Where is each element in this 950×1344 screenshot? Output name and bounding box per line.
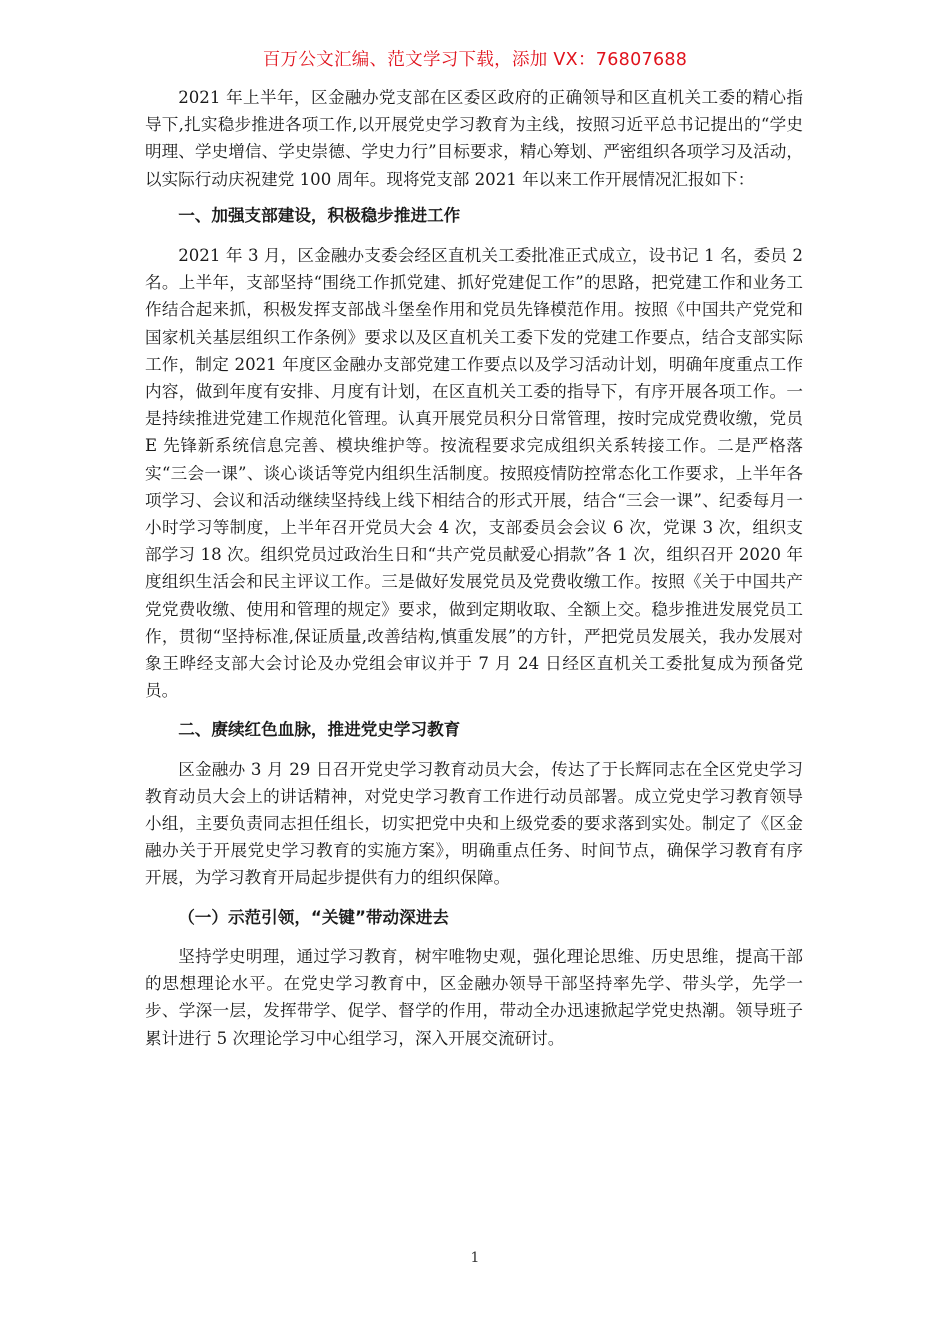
section-heading-1: 一、加强支部建设，积极稳步推进工作: [178, 205, 461, 225]
intro-paragraph: 2021 年上半年，区金融办党支部在区委区政府的正确领导和区直机关工委的精心指导下,扎实稳步推进各项工作,以开展党史学习教育为主线，按照习近平总书记提出的“学史明理、学史增信、学史崇德、学史力行”目标要求，精心筹划、严密组织各项学习及活动，以实际行动庆祝建党 100 周年。现将党支部 2021 年以来工作开展情况汇报如下：: [145, 88, 803, 189]
download-banner: 百万公文汇编、范文学习下载，添加 VX：76807688: [262, 50, 688, 70]
section-paragraph-2: 区金融办 3 月 29 日召开党史学习教育动员大会，传达了于长辉同志在全区党史学习教育动员大会上的讲话精神，对党史学习教育工作进行动员部署。成立党史学习教育领导小组，主要负责同志担任组长，切实把党中央和上级党委的要求落到实处。制定了《区金融办关于开展党史学习教育的实施方案》，明确重点任务、时间节点，确保学习教育有序 开展，为学习教育开局起步提供有力的组织保障。: [145, 759, 803, 888]
subsection-heading-1: （一）示范引领，“关键”带动深进去: [178, 907, 449, 927]
section-paragraph-1: 2021 年 3 月，区金融办支委会经区直机关工委批准正式成立，设书记 1 名，委员 2 名。上半年，支部坚持“围绕工作抓党建、抓好党建促工作”的思路，把党建工作和业务工作结合起来抓，积极发挥支部战斗堡垒作用和党员先锋模范作用。按照《中国共产党党和国家机关基层组织工作条例》要求以及区直机关工委下发的党建工作要点，结合支部实际工作，制定 2021 年度区金融办支部党建工作要点以及学习活动计划，明确年度重点工作内容，做到年度有安排、月度有计划，在区直机关工委的指导下，有序开展各项工作。一是持续推进党建工作规范化管理。认真开展党员积分日常管理，按时完成党费收缴，党员 E 先锋新系统信息完善、模块维护等。按流程要求完成组织关系转接工作。二是严格落实“三会一课”、谈心谈话等党内组织生活制度。按照疫情防控常态化工作要求，上半年各项学习、会议和活动继续坚持线上线下相结合的形式开展，结合“三会一课”、纪委每月一小时学习等制度，上半年召开党员大会 4 次，支部委员会会议 6 次，党课 3 次，组织支部学习 18 次。组织党员过政治生日和“共产党员献爱心捐款”各 1 次，组织召开 2020 年度组织生活会和民主评议工作。三是做好发展党员及党费收缴工作。按照《关于中国共产党党费收缴、使用和管理的规定》要求，做到定期收取、全额上交。稳步推进发展党员工作，贯彻“坚持标准,保证质量,改善结构,慎重发展”的方针，严把党员发展关，我办发展对象王晔经支部大会讨论及办党组会审议并于 7 月 24 日经区直机关工委批复成为预备党员。: [145, 246, 803, 701]
page-number: 1: [470, 1250, 480, 1266]
document-body: [145, 84, 803, 1052]
section-heading-2: 二、赓续红色血脉，推进党史学习教育: [178, 720, 461, 740]
subsection-paragraph-1: 坚持学史明理，通过学习教育，树牢唯物史观，强化理论思维、历史思维，提高干部的思想理论水平。在党史学习教育中，区金融办领导干部坚持率先学、带头学，先学一步、学深一层，发挥带学、促学、督学的作用，带动全办迅速掀起学党史热潮。领导班子累计进行 5 次理论学习中心组学习，深入开展交流研讨。: [145, 946, 803, 1048]
